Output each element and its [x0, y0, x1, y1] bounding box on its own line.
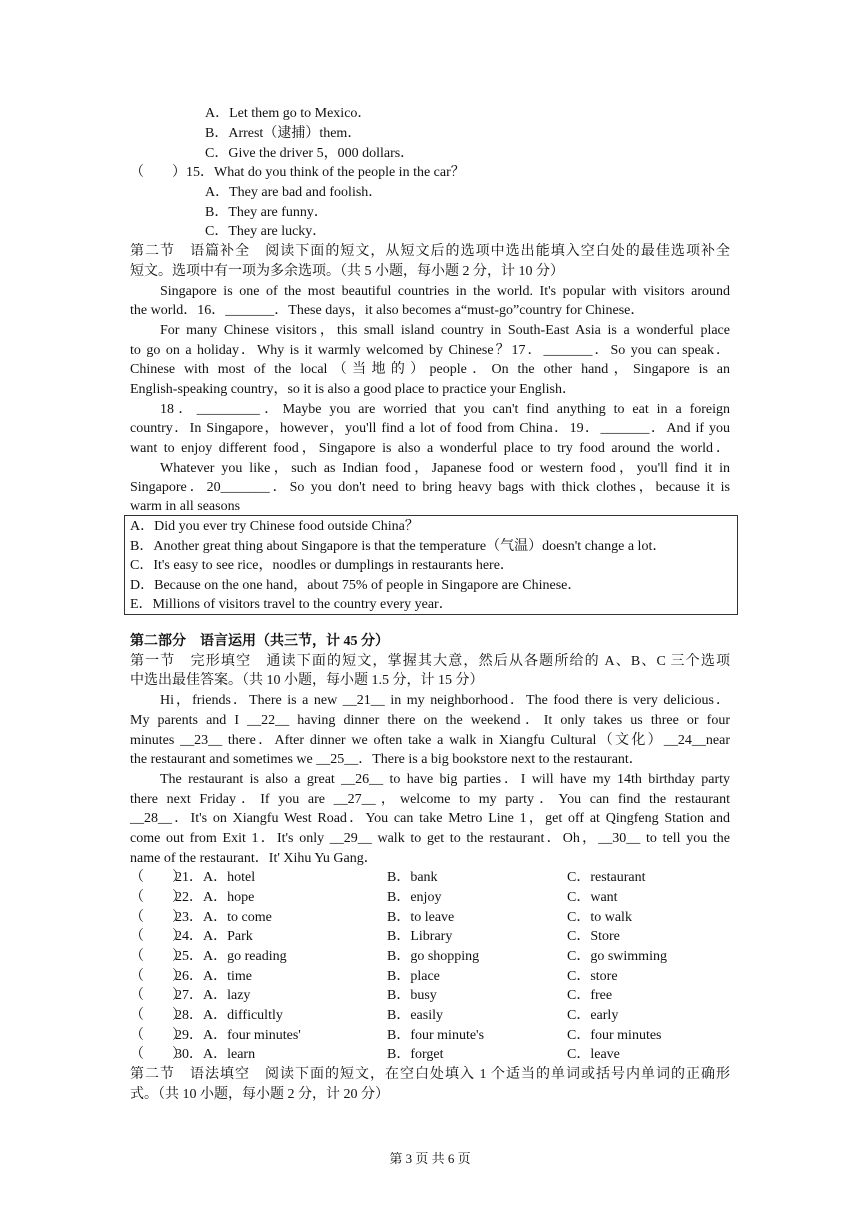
completion-passage-line: English-speaking country，so it is also a good place to practice your English．: [130, 382, 576, 397]
choice-e: E．Millions of visitors travel to the country every year．: [130, 597, 453, 612]
option-c: C．four minutes: [567, 1028, 662, 1043]
option-b: B．Library: [387, 929, 453, 944]
cloze-heading-line-2: 中选出最佳答案。（共 10 小题，每小题 1.5 分，计 15 分）: [130, 673, 484, 688]
completion-passage-line: Singapore．20_______．So you don't need to bring heavy bags with thick clothes，because it is: [130, 480, 730, 495]
option-a: 25．A．go reading: [175, 949, 287, 964]
cloze-question-row: [130, 1026, 730, 1046]
choice-b: B．Another great thing about Singapore is that the temperature（气温）doesn't change a lot．: [130, 539, 667, 554]
answer-bracket: （ ）: [130, 870, 186, 885]
answer-bracket: （ ）: [130, 910, 186, 925]
cloze-heading-line-1: 第一节 完形填空 通读下面的短文，掌握其大意，然后从各题所给的 A、B、C 三个选项: [130, 654, 730, 669]
q15-option-b: B．They are funny．: [205, 205, 328, 220]
completion-passage-line: 18．_________．Maybe you are worried that you can't find anything to eat in a foreign: [160, 402, 730, 417]
cloze-question-row: [130, 888, 730, 908]
answer-bracket: （ ）: [130, 890, 186, 905]
choices-box: [124, 515, 738, 615]
answer-bracket: （ ）: [130, 1047, 186, 1062]
answer-bracket: （ ）: [130, 1028, 186, 1043]
cloze-passage-line: minutes __23__ there．After dinner we often take a walk in Xiangfu Cultural（文化）__24__near: [130, 733, 730, 748]
cloze-question-row: [130, 1045, 730, 1065]
cloze-question-row: [130, 967, 730, 987]
option-a: 23．A．to come: [175, 910, 272, 925]
option-c: C．to walk: [567, 910, 632, 925]
completion-passage-line: Whatever you like，such as Indian food，Japanese food or western food，you'll find it in: [160, 461, 730, 476]
option-c: C．Store: [567, 929, 620, 944]
q15-stem: （ ）15．What do you think of the people in the car？: [130, 165, 465, 180]
q14-option-b: B．Arrest（逮捕）them．: [205, 126, 362, 141]
cloze-passage-line: come out from Exit 1．It's only __29__ walk to get to the restaurant．Oh，__30__ to tell you the: [130, 831, 730, 846]
page-number: 第 3 页 共 6 页: [389, 1151, 471, 1166]
option-a: 27．A．lazy: [175, 988, 251, 1003]
option-c: C．store: [567, 969, 618, 984]
cloze-passage-line: name of the restaurant．It' Xihu Yu Gang．: [130, 851, 378, 866]
cloze-question-row: [130, 986, 730, 1006]
cloze-question-row: [130, 908, 730, 928]
option-b: B．to leave: [387, 910, 455, 925]
q14-option-c: C．Give the driver 5，000 dollars．: [205, 146, 415, 161]
completion-passage-line: to go on a holiday．Why is it warmly welcomed by Chinese？17．_______．So you can speak．: [130, 343, 730, 358]
option-b: B．go shopping: [387, 949, 480, 964]
answer-bracket: （ ）: [130, 949, 186, 964]
option-b: B．easily: [387, 1008, 443, 1023]
choice-d: D．Because on the one hand，about 75% of people in Singapore are Chinese．: [130, 578, 582, 593]
option-a: 28．A．difficultly: [175, 1008, 283, 1023]
completion-passage-line: the world．16．_______．These days，it also becomes a“must-go”country for Chinese．: [130, 303, 645, 318]
option-b: B．bank: [387, 870, 438, 885]
q15-option-c: C．They are lucky．: [205, 224, 327, 239]
option-c: C．restaurant: [567, 870, 646, 885]
option-a: 22．A．hope: [175, 890, 255, 905]
choice-c: C．It's easy to see rice，noodles or dumplings in restaurants here．: [130, 558, 514, 573]
option-a: 21．A．hotel: [175, 870, 256, 885]
option-b: B．enjoy: [387, 890, 442, 905]
cloze-passage-line: The restaurant is also a great __26__ to have big parties．I will have my 14th birthday party: [160, 772, 730, 787]
cloze-passage-line: __28__．It's on Xiangfu West Road．You can take Metro Line 1，get off at Qingfeng Station and: [130, 811, 730, 826]
answer-bracket: （ ）: [130, 929, 186, 944]
option-a: 24．A．Park: [175, 929, 253, 944]
option-a: 29．A．four minutes': [175, 1028, 301, 1043]
option-b: B．four minute's: [387, 1028, 485, 1043]
completion-passage-line: Chinese with most of the local（当地的）people．On the other hand，Singapore is an: [130, 362, 730, 377]
completion-heading-line-2: 短文。选项中有一项为多余选项。（共 5 小题，每小题 2 分，计 10 分）: [130, 264, 564, 279]
answer-bracket: （ ）: [130, 988, 186, 1003]
q14-option-a: A．Let them go to Mexico．: [205, 106, 372, 121]
grammar-heading-line-1: 第二节 语法填空 阅读下面的短文，在空白处填入 1 个适当的单词或括号内单词的正确形: [130, 1067, 730, 1082]
cloze-passage-line: Hi，friends．There is a new __21__ in my neighborhood．The food there is very delicious．: [160, 693, 730, 708]
cloze-passage-line: there next Friday．If you are __27__，welcome to my party．You can find the restaurant: [130, 792, 730, 807]
completion-passage-line: Singapore is one of the most beautiful countries in the world. It's popular with visitors around: [160, 284, 730, 299]
completion-passage-line: country．In Singapore，however，you'll find a lot of food from China．19．_______．And if you: [130, 421, 730, 436]
completion-passage-line: warm in all seasons: [130, 499, 241, 514]
option-c: C．want: [567, 890, 618, 905]
completion-heading-line-1: 第二节 语篇补全 阅读下面的短文，从短文后的选项中选出能填入空白处的最佳选项补全: [130, 244, 730, 259]
q15-option-a: A．They are bad and foolish．: [205, 185, 383, 200]
option-a: 26．A．time: [175, 969, 252, 984]
completion-passage-line: want to enjoy different food，Singapore is also a wonderful place to try food around the world．: [130, 441, 730, 456]
answer-bracket: （ ）: [130, 1008, 186, 1023]
cloze-question-row: [130, 927, 730, 947]
part-two-title: 第二部分 语言运用（共三节，计 45 分）: [130, 634, 389, 649]
option-c: C．go swimming: [567, 949, 667, 964]
cloze-passage-line: the restaurant and sometimes we __25__．There is a big bookstore next to the restaurant．: [130, 752, 643, 767]
option-c: C．free: [567, 988, 613, 1003]
option-c: C．early: [567, 1008, 619, 1023]
cloze-question-row: [130, 1006, 730, 1026]
option-c: C．leave: [567, 1047, 620, 1062]
completion-passage-line: For many Chinese visitors，this small island country in South-East Asia is a wonderful place: [160, 323, 730, 338]
choice-a: A．Did you ever try Chinese food outside China？: [130, 519, 419, 534]
option-b: B．busy: [387, 988, 437, 1003]
cloze-passage-line: My parents and I __22__ having dinner there on the weekend．It only takes us three or four: [130, 713, 730, 728]
option-b: B．forget: [387, 1047, 444, 1062]
answer-bracket: （ ）: [130, 969, 186, 984]
option-a: 30．A．learn: [175, 1047, 256, 1062]
cloze-question-row: [130, 868, 730, 888]
option-b: B．place: [387, 969, 440, 984]
grammar-heading-line-2: 式。（共 10 小题，每小题 2 分，计 20 分）: [130, 1087, 389, 1102]
cloze-question-row: [130, 947, 730, 967]
